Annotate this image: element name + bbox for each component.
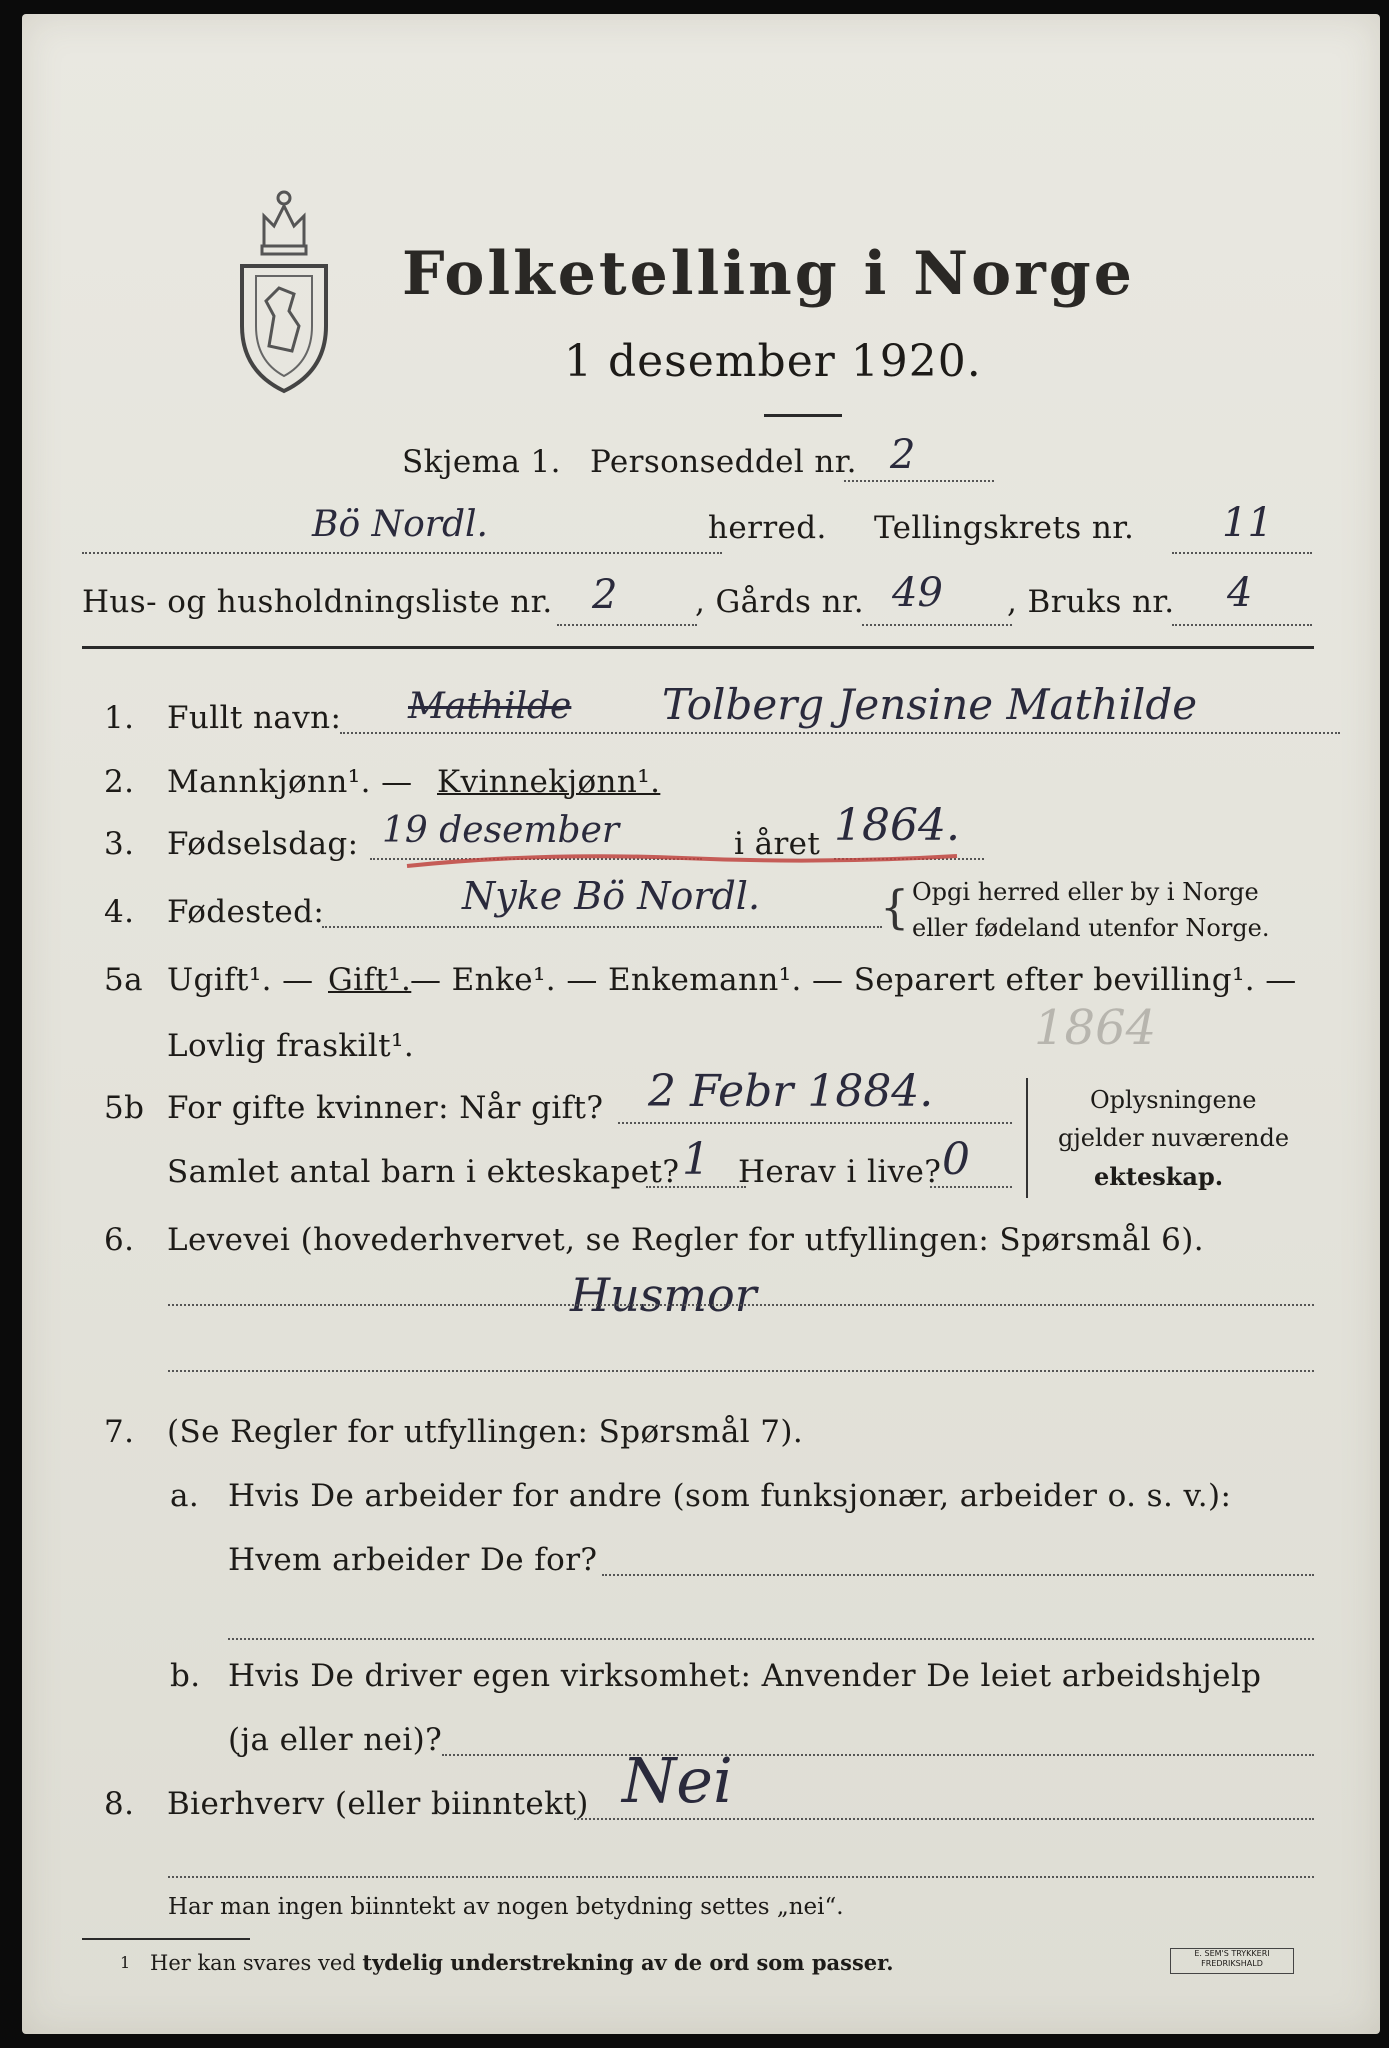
- q5b-line: [618, 1122, 1012, 1124]
- personseddel-value: 2: [890, 432, 916, 478]
- q1-line: [340, 732, 1340, 734]
- q1-struck-value: Mathilde: [408, 686, 572, 727]
- census-form-page: [22, 14, 1380, 2034]
- q8-label: Bierhverv (eller biinntekt): [167, 1786, 589, 1822]
- q8-line: [574, 1818, 1314, 1820]
- q5a-others: — Enke¹. — Enkemann¹. — Separert efter bevilling¹. —: [410, 962, 1297, 998]
- q5b-number: 5b: [104, 1090, 145, 1126]
- q4-label: Fødested:: [167, 894, 325, 930]
- q6-label: Levevei (hovederhvervet, se Regler for utfyllingen: Spørsmål 6).: [167, 1222, 1205, 1258]
- header-rule: [82, 646, 1314, 649]
- q5b-alive-line: [930, 1186, 1012, 1188]
- gards-line: [862, 624, 1012, 626]
- coat-of-arms-icon: [234, 176, 334, 396]
- q7a-answer-line-1: [602, 1574, 1314, 1576]
- q3-number: 3.: [104, 826, 135, 862]
- q7a-label: Hvis De arbeider for andre (som funksjonær, arbeider o. s. v.):: [228, 1478, 1232, 1514]
- q5b-value: 2 Febr 1884.: [648, 1066, 934, 1117]
- q7a-line-2: Hvem arbeider De for?: [228, 1542, 598, 1578]
- form-date: 1 desember 1920.: [564, 336, 982, 387]
- hus-value: 2: [592, 572, 618, 618]
- printer-stamp: E. SEM'S TRYKKERI FREDRIKSHALD: [1170, 1948, 1294, 1974]
- tellingskrets-line: [1172, 552, 1312, 554]
- q7a-number: a.: [170, 1478, 200, 1514]
- q3-label: Fødselsdag:: [167, 826, 359, 862]
- q4-value: Nyke Bö Nordl.: [462, 874, 761, 918]
- q3-year-label: i året: [734, 826, 821, 862]
- q8-value: Nei: [622, 1744, 733, 1817]
- q5b-children-label: Samlet antal barn i ekteskapet?: [167, 1154, 680, 1190]
- herred-line: [82, 552, 722, 554]
- q7-label: (Se Regler for utfyllingen: Spørsmål 7).: [167, 1414, 804, 1450]
- q3-year-value: 1864.: [834, 800, 960, 851]
- q7b-label: Hvis De driver egen virksomhet: Anvender De leiet arbeidshjelp: [228, 1658, 1262, 1694]
- q5b-children-value: 1: [682, 1134, 710, 1185]
- q7b-number: b.: [170, 1658, 201, 1694]
- q5b-note-2: gjelder nuværende: [1058, 1124, 1290, 1152]
- hus-label: Hus- og husholdningsliste nr.: [82, 584, 553, 620]
- personseddel-label: Personseddel nr.: [590, 444, 857, 480]
- q5a-line-2: Lovlig fraskilt¹.: [167, 1028, 415, 1064]
- bruks-value: 4: [1227, 570, 1253, 616]
- q5a-margin-note: 1864: [1034, 1000, 1157, 1056]
- form-title: Folketelling i Norge: [402, 239, 1135, 309]
- q6-value: Husmor: [570, 1268, 757, 1322]
- q4-number: 4.: [104, 894, 135, 930]
- q5b-note-1: Oplysningene: [1090, 1086, 1257, 1114]
- q6-line-1: [168, 1304, 1314, 1306]
- q8-line-2: [168, 1876, 1314, 1878]
- q6-line-2: [168, 1370, 1314, 1372]
- footnote-rule: [82, 1938, 250, 1940]
- q5a-number: 5a: [104, 962, 144, 998]
- q5a-gift: Gift¹.: [328, 962, 412, 998]
- herred-label: herred.: [708, 510, 827, 546]
- gards-label: , Gårds nr.: [695, 584, 865, 620]
- biinntekt-note: Har man ingen biinntekt av nogen betydning settes „nei“.: [168, 1894, 844, 1920]
- herred-value: Bö Nordl.: [312, 504, 488, 545]
- title-divider: [764, 414, 842, 417]
- q1-value: Tolberg Jensine Mathilde: [662, 680, 1198, 729]
- q5b-alive-value: 0: [942, 1134, 970, 1185]
- q6-number: 6.: [104, 1222, 135, 1258]
- bruks-label: , Bruks nr.: [1007, 584, 1175, 620]
- q2-text-female: Kvinnekjønn¹.: [437, 764, 661, 800]
- schema-label: Skjema 1.: [402, 444, 561, 480]
- q2-number: 2.: [104, 764, 135, 800]
- q5b-bracket: [1026, 1078, 1032, 1198]
- q2-text-male: Mannkjønn¹. —: [167, 764, 413, 800]
- q1-number: 1.: [104, 700, 135, 736]
- tellingskrets-value: 11: [1222, 500, 1273, 546]
- q3-value: 19 desember: [382, 810, 620, 851]
- q1-label: Fullt navn:: [167, 700, 342, 736]
- q5b-note-3: ekteskap.: [1094, 1162, 1224, 1191]
- q7-number: 7.: [104, 1414, 135, 1450]
- bruks-line: [1172, 624, 1312, 626]
- tellingskrets-label: Tellingskrets nr.: [874, 510, 1135, 546]
- q7b-line-2: (ja eller nei)?: [228, 1722, 443, 1758]
- q5b-alive-label: Herav i live?: [738, 1154, 942, 1190]
- q7b-answer-line: [442, 1754, 1314, 1756]
- q4-note-1: Opgi herred eller by i Norge: [912, 878, 1259, 906]
- q7a-answer-line-2: [228, 1638, 1314, 1640]
- q4-line: [322, 926, 882, 928]
- q4-note-2: eller fødeland utenfor Norge.: [912, 914, 1270, 942]
- q8-number: 8.: [104, 1786, 135, 1822]
- footnote-text: Her kan svares ved tydelig understrekning av de ord som passer.: [150, 1950, 894, 1975]
- footnote-number: 1: [120, 1953, 131, 1972]
- q5b-label: For gifte kvinner: Når gift?: [167, 1090, 604, 1126]
- gards-value: 49: [892, 570, 943, 616]
- personseddel-line: [844, 480, 994, 482]
- hus-line: [557, 624, 697, 626]
- q4-brace: {: [880, 880, 910, 934]
- q5b-children-line: [646, 1186, 746, 1188]
- q5a-ugift: Ugift¹. —: [167, 962, 314, 998]
